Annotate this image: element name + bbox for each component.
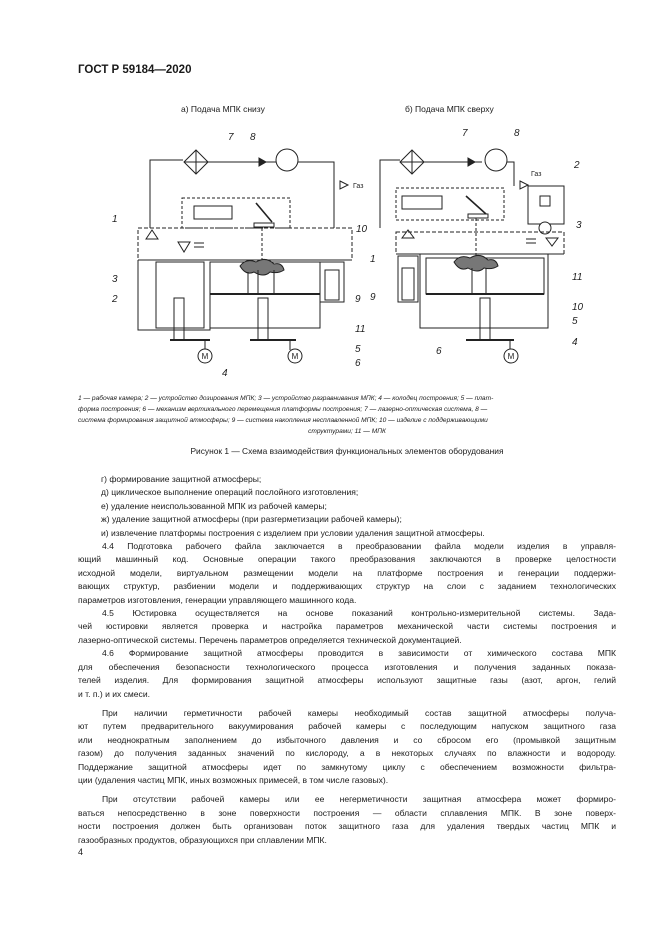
svg-text:5: 5 (572, 316, 578, 327)
paragraph-line: 4.6 Формирование защитной атмосферы проводится в зависимости от химического состава МПК (102, 648, 616, 659)
svg-text:M: M (507, 352, 515, 361)
svg-text:6: 6 (355, 358, 361, 369)
svg-text:9: 9 (370, 292, 376, 303)
svg-text:2: 2 (112, 294, 118, 305)
paragraph-line: ющий машинный код. Основные операции такого преобразования заключаются в проверке целостности (78, 554, 616, 565)
paragraph-line: телей изделия. Для формирования защитной атмосферы используют защитные газы (азот, аргон, гелий (78, 675, 616, 686)
paragraph-line: ности построения должен быть организован поток защитного газа для удаления твердых частиц МПК и (78, 821, 616, 832)
legend-line: 1 — рабочая камера; 2 — устройство дозирования МПК; 3 — устройство разравнивания МПК; 4 — колодец построения; 5 — плат- (78, 395, 494, 402)
svg-text:5: 5 (355, 344, 361, 355)
svg-text:10: 10 (572, 302, 584, 313)
paragraph-line: ции (удаления частиц МПК, иных возможных примесей, в том числе газовых). (78, 774, 389, 785)
svg-text:10: 10 (356, 224, 368, 235)
svg-text:11: 11 (572, 272, 583, 283)
svg-text:11: 11 (355, 324, 366, 335)
page-number: 4 (78, 847, 84, 857)
paragraph-line: или неоднократным заполнением до избыточного давления и со сбросом его (промывкой защитным (78, 734, 616, 745)
paragraph-line: лазерно-оптической системы. Перечень параметров определяется технической документацией. (78, 634, 462, 645)
svg-text:9: 9 (355, 294, 361, 305)
svg-text:2: 2 (574, 160, 580, 171)
svg-text:Газ: Газ (531, 171, 542, 178)
svg-text:3: 3 (576, 220, 582, 231)
legend-line: структурами; 11 — МПК (308, 428, 386, 435)
paragraph-line: параметров изготовления, генерации управляющего машинного кода. (78, 594, 357, 605)
svg-text:3: 3 (112, 274, 118, 285)
document-header: ГОСТ Р 59184—2020 (78, 64, 192, 76)
figure-subtitle-a: а) Подача МПК снизу (181, 104, 265, 114)
paragraph-line: вающих структур, разбиении модели и поддерживающих структур на слои с заданием технологических (78, 581, 616, 592)
paragraph-line: и т. п.) и их смеси. (78, 688, 150, 699)
diagram-a (111, 132, 368, 378)
list-item: д) циклическое выполнение операций послойного изготовления; (101, 487, 359, 498)
svg-text:M: M (201, 352, 209, 361)
legend-line: форма построения; 6 — механизм вертикального перемещения платформы построения; 7 — лазерно-оптическая система, 8 — (78, 406, 488, 413)
svg-text:6: 6 (436, 346, 442, 357)
paragraph-line: Поддержание защитной атмосферы идет по замкнутому циклу с обеспечением возможности фильтра- (78, 761, 616, 772)
legend-line: система формирования защитной атмосферы; 9 — система накопления несплавленной МПК; 10 — изделие с поддерживающими (78, 417, 488, 424)
svg-text:4: 4 (222, 368, 228, 378)
figure-subtitle-b: б) Подача МПК сверху (405, 104, 494, 114)
paragraph-line: При отсутствии рабочей камеры или ее негерметичности защитная атмосфера может формиро- (102, 794, 616, 805)
paragraph-line: газом) до получения заданных значений по кислороду, а в некоторых случаях по влажности и водороду. (78, 748, 616, 759)
equipment-diagram (100, 118, 620, 378)
svg-text:M: M (291, 352, 299, 361)
paragraph-line: ваться непосредственно в зоне поверхности построения — области сплавления МПК. В зоне поверх- (78, 807, 616, 818)
svg-text:Газ: Газ (353, 183, 364, 190)
list-item: е) удаление неиспользованной МПК из рабочей камеры; (101, 500, 327, 511)
svg-text:7: 7 (462, 128, 468, 139)
pump-icon (276, 149, 298, 171)
diagram-b (370, 128, 584, 363)
svg-text:1: 1 (370, 254, 376, 265)
paragraph-line: ют путем предварительного вакуумирования рабочей камеры с последующим напуском защитного газа (78, 721, 616, 732)
list-item: и) извлечение платформы построения с изделием при условии удаления защитной атмосферы. (101, 527, 485, 538)
paragraph-line: 4.5 Юстировка осуществляется на основе показаний контрольно-измерительной системы. Зада- (102, 608, 616, 619)
figure-legend (78, 393, 616, 437)
list-item: г) формирование защитной атмосферы; (101, 474, 262, 484)
paragraph-line: газообразных продуктов, образующихся при сплавлении МПК. (78, 834, 327, 845)
svg-text:8: 8 (250, 132, 256, 143)
svg-text:4: 4 (572, 337, 578, 348)
figure-caption: Рисунок 1 — Схема взаимодействия функциональных элементов оборудования (190, 446, 504, 456)
svg-text:1: 1 (112, 214, 118, 225)
paragraph-line: При наличии герметичности рабочей камеры необходимый состав защитной атмосферы получа- (102, 707, 616, 718)
list-item: ж) удаление защитной атмосферы (при разгерметизации рабочей камеры); (101, 514, 402, 525)
paragraph-line: исходной модели, виртуальном размещении модели на платформе построения и генерации поддержи- (78, 567, 616, 578)
paragraph-line: чей юстировки является проверка и настройка параметров механической части системы построения и (78, 621, 616, 632)
paragraph-line: 4.4 Подготовка рабочего файла заключается в преобразовании файла модели изделия в управля- (102, 541, 616, 552)
paragraph-line: для обеспечения безопасности технологического процесса изготовления и получения заданных показа- (78, 661, 616, 672)
pump-icon (485, 149, 507, 171)
svg-text:8: 8 (514, 128, 520, 139)
svg-text:7: 7 (228, 132, 234, 143)
body-text (78, 473, 616, 847)
